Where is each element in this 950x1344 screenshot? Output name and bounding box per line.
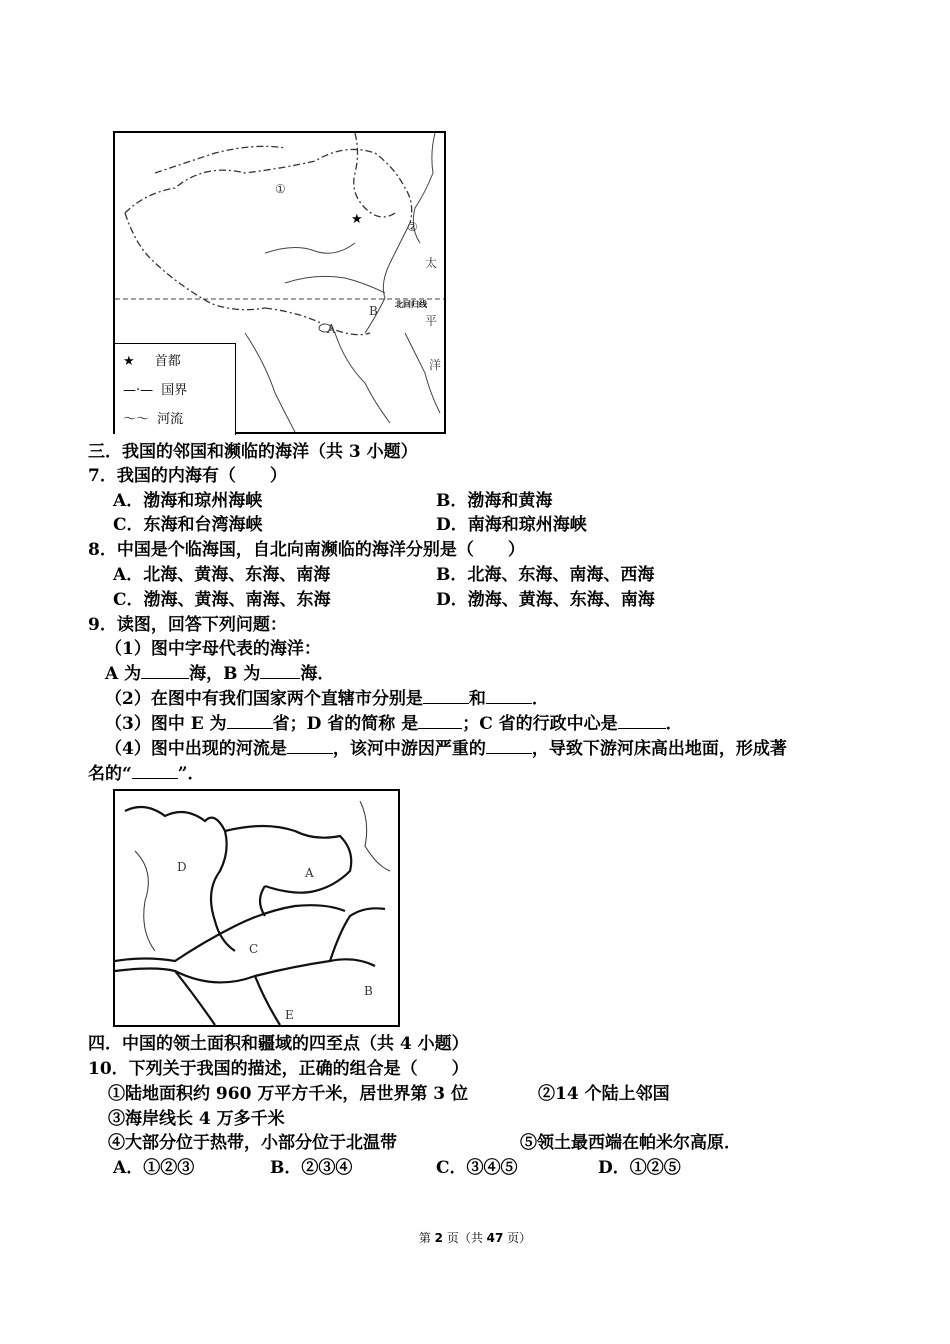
q9-stem: 9．读图，回答下列问题： bbox=[88, 615, 287, 635]
dashed-line-icon: —·— bbox=[123, 383, 154, 398]
map-label-yang: 洋 bbox=[429, 358, 442, 372]
legend-capital: ★ 首都 bbox=[123, 354, 181, 369]
map-label-ping: 平 bbox=[425, 314, 438, 328]
border-d-east bbox=[125, 807, 235, 951]
map-label-circle2: ② bbox=[407, 220, 418, 234]
q8-option-a: A．北海、黄海、东海、南海 bbox=[113, 565, 331, 585]
legend-river: 〜〜 河流 bbox=[123, 412, 184, 427]
map-legend bbox=[115, 343, 236, 435]
answer-blank[interactable] bbox=[486, 688, 532, 704]
border-a bbox=[225, 826, 351, 893]
capital-star: ★ bbox=[351, 212, 363, 227]
q7-stem: 7．我国的内海有（ ） bbox=[88, 466, 287, 486]
q8-option-c: C．渤海、黄海、南海、东海 bbox=[113, 590, 331, 610]
q10-statement-1: ①陆地面积约 960 万平方千米，居世界第 3 位 bbox=[108, 1084, 468, 1104]
answer-blank[interactable] bbox=[618, 713, 666, 729]
map-label-tai: 太 bbox=[425, 256, 438, 270]
map2-label-e: E bbox=[285, 1008, 294, 1022]
q7-option-c: C．东海和台湾海峡 bbox=[113, 515, 263, 535]
q10-option-d: D．①②⑤ bbox=[598, 1158, 681, 1178]
answer-blank[interactable] bbox=[418, 713, 462, 729]
answer-blank[interactable] bbox=[486, 738, 532, 754]
china-south-border bbox=[265, 308, 370, 335]
map2-label-d: D bbox=[177, 860, 187, 874]
coastline-indochina bbox=[335, 333, 390, 423]
page-number: 2 bbox=[434, 1231, 443, 1245]
map2-label-b: B bbox=[364, 984, 373, 998]
answer-blank[interactable] bbox=[227, 713, 273, 729]
q8-stem: 8．中国是个临海国，自北向南濒临的海洋分别是（ ） bbox=[88, 540, 525, 560]
provinces-map bbox=[113, 789, 400, 1027]
q7-option-b: B．渤海和黄海 bbox=[436, 491, 553, 511]
border-e-east bbox=[255, 976, 280, 1025]
q10-stem: 10．下列关于我国的描述，正确的组合是（ ） bbox=[88, 1059, 469, 1079]
q9-part4: （4）图中出现的河流是 ，该河中游因严重的 ，导致下游河床高出地面，形成著 bbox=[105, 739, 787, 759]
coastline-philippines bbox=[405, 333, 440, 413]
border-c-north bbox=[115, 905, 345, 961]
answer-blank[interactable] bbox=[423, 688, 469, 704]
q9-part2: （2）在图中有我们国家两个直辖市分别是 和 ． bbox=[105, 689, 549, 709]
q9-part4-cont: 名的“ ”． bbox=[88, 764, 205, 784]
river-yangtze bbox=[285, 276, 385, 293]
map2-label-a: A bbox=[305, 866, 314, 880]
map2-label-c: C bbox=[249, 942, 259, 956]
q9-part1-answer: A 为 海，B 为 海． bbox=[105, 664, 335, 684]
mongolia-border bbox=[155, 146, 285, 173]
q10-statement-5: ⑤领土最西端在帕米尔高原． bbox=[520, 1133, 741, 1153]
q7-option-d: D．南海和琼州海峡 bbox=[436, 515, 587, 535]
q10-option-c: C．③④⑤ bbox=[436, 1158, 518, 1178]
q7-option-a: A．渤海和琼州海峡 bbox=[113, 491, 263, 511]
q10-option-a: A．①②③ bbox=[113, 1158, 195, 1178]
border-c-south bbox=[115, 959, 375, 982]
q8-option-d: D．渤海、黄海、东海、南海 bbox=[436, 590, 655, 610]
border-d-inner bbox=[135, 851, 155, 951]
map-label-a: A bbox=[327, 322, 336, 336]
river-line-icon: 〜〜 bbox=[123, 412, 150, 427]
map-label-circle1: ① bbox=[275, 182, 286, 196]
answer-blank[interactable] bbox=[141, 663, 189, 679]
q9-part1: （1）图中字母代表的海洋： bbox=[105, 639, 321, 659]
river-mekong bbox=[245, 333, 295, 432]
korea-border bbox=[354, 133, 395, 217]
answer-blank[interactable] bbox=[132, 763, 178, 779]
section4-heading: 四．中国的领土面积和疆域的四至点（共 4 小题） bbox=[88, 1034, 469, 1054]
coast-b bbox=[330, 908, 385, 961]
q10-option-b: B．②③④ bbox=[270, 1158, 353, 1178]
page-footer: 第 2 页（共 47 页） bbox=[418, 1231, 532, 1245]
q8-option-b: B．北海、东海、南海、西海 bbox=[436, 565, 655, 585]
map-label-b: B bbox=[369, 304, 378, 318]
river-yellow bbox=[265, 243, 355, 253]
china-north-border bbox=[125, 149, 412, 223]
page-total: 47 bbox=[486, 1231, 504, 1245]
coast-north bbox=[360, 801, 390, 871]
star-icon: ★ bbox=[123, 354, 135, 369]
provinces-map-drawing bbox=[115, 791, 398, 1025]
q10-statement-4: ④大部分位于热带，小部分位于北温带 bbox=[108, 1133, 397, 1153]
answer-blank[interactable] bbox=[260, 663, 300, 679]
q10-statement-3: ③海岸线长 4 万多千米 bbox=[108, 1109, 285, 1129]
section3-heading: 三．我国的邻国和濒临的海洋（共 3 小题） bbox=[88, 442, 418, 462]
china-west-border bbox=[125, 213, 265, 310]
east-asia-map bbox=[113, 131, 446, 434]
border-ac bbox=[260, 886, 265, 916]
map-label-tropic: 北回归线 bbox=[395, 300, 427, 309]
answer-blank[interactable] bbox=[287, 738, 333, 754]
legend-border: —·— 国界 bbox=[123, 383, 188, 398]
q9-part3: （3）图中 E 为 省；D 省的简称 是 ；C 省的行政中心是 ． bbox=[105, 714, 683, 734]
q10-statement-2: ②14 个陆上邻国 bbox=[538, 1084, 670, 1104]
